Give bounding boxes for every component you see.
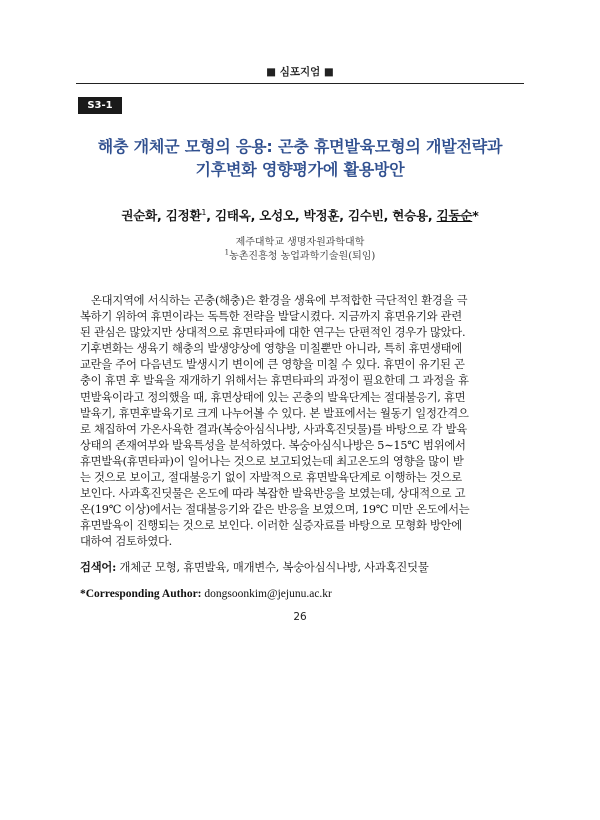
keywords-label: 검색어: <box>80 560 117 574</box>
keywords-text: 개체군 모형, 휴면발육, 매개변수, 복숭아심식나방, 사과혹진딧물 <box>116 561 429 574</box>
authors-part-1: 권순화, 김정환 <box>121 208 202 223</box>
corresponding-author <box>80 586 521 600</box>
affiliation-2-sup: 1 <box>224 248 230 257</box>
abstract-line: 복하기 위하여 휴면이라는 독특한 전략을 발달시켰다. 지금까지 휴면유기와 관련 <box>80 310 462 324</box>
paper-title-line-2: 기후변화 영향평가에 활용방안 <box>195 160 405 179</box>
abstract-line: 휴면발육(휴면타파)이 일어나는 것으로 보고되었는데 최고온도의 영향을 많이 받 <box>80 454 464 468</box>
abstract-line: 교란을 주어 다음년도 발생시기 변이에 큰 영향을 미칠 수 있다. 휴면이 유기된 곤 <box>80 358 465 372</box>
paper-title-line-1: 해충 개체군 모형의 응용: 곤충 휴면발육모형의 개발전략과 <box>97 137 503 156</box>
abstract-line: 보인다. 사과혹진딧물은 온도에 따라 복잡한 발육반응을 보였는데, 상대적으로 고 <box>80 487 466 501</box>
corresponding-star: * <box>472 208 479 223</box>
abstract-line: 온(19℃ 이상)에서는 절대불응기와 같은 반응을 보였으며, 19℃ 미만 온도에서는 <box>80 503 470 517</box>
abstract-line: 면발육이라고 정의했을 때, 휴면상태에 있는 곤충의 발육단계는 절대불응기, 휴면 <box>80 390 466 404</box>
affiliation-2 <box>60 247 540 262</box>
affiliation-2-text: 농촌진흥청 농업과학기술원(퇴임) <box>229 251 376 262</box>
abstract-line: 휴면발육이 진행되는 것으로 보인다. 이러한 실증자료를 바탕으로 모형화 방안에 <box>80 519 462 533</box>
running-header: ■ 심포지엄 ■ <box>266 66 334 78</box>
abstract-line: 대하여 검토하였다. <box>80 535 172 549</box>
abstract-line: 기후변화는 생육기 해충의 발생양상에 영향을 미칠뿐만 아니라, 특히 휴면생태에 <box>80 342 462 356</box>
header-rule <box>76 83 524 84</box>
abstract-line: 충이 휴면 후 발육을 재개하기 위해서는 휴면타파의 과정이 필요한데 그 과정을 휴 <box>80 374 469 388</box>
corresponding-label: *Corresponding Author: <box>80 588 202 600</box>
abstract-line: 로 채집하여 가온사육한 결과(복숭아심식나방, 사과혹진딧물)를 바탕으로 각 발육 <box>80 422 467 436</box>
corresponding-author-name: 김동순 <box>436 208 473 223</box>
corresponding-email: dongsoonkim@jejunu.ac.kr <box>201 588 332 600</box>
abstract-body <box>80 293 521 551</box>
abstract-line: 온대지역에 서식하는 곤충(해충)은 환경을 생육에 부적합한 극단적인 환경을 극 <box>91 294 468 307</box>
authors-part-2: , 김태옥, 오성오, 박정훈, 김수빈, 현승용, <box>206 208 437 223</box>
abstract-line: 는 것으로 보이고, 절대불응기 없이 자발적으로 휴면발육단계로 이행하는 것으로 <box>80 471 462 485</box>
page-number: 26 <box>293 611 307 623</box>
session-tag: S3-1 <box>78 97 122 114</box>
author-list <box>60 206 540 224</box>
affiliation-1: 제주대학교 생명자원과학대학 <box>235 237 365 248</box>
abstract-line: 발육기, 휴면후발육기로 크게 나누어볼 수 있다. 본 발표에서는 월동기 일정간격으 <box>80 406 469 420</box>
abstract-line: 된 관심은 많았지만 상대적으로 휴면타파에 대한 연구는 단편적인 경우가 많았다. <box>80 326 466 340</box>
author-affil-sup: 1 <box>201 207 207 217</box>
abstract-line: 상태의 존재여부와 발육특성을 분석하였다. 복숭아심식나방은 5∼15℃ 범위에서 <box>80 438 466 452</box>
keywords <box>80 559 521 575</box>
